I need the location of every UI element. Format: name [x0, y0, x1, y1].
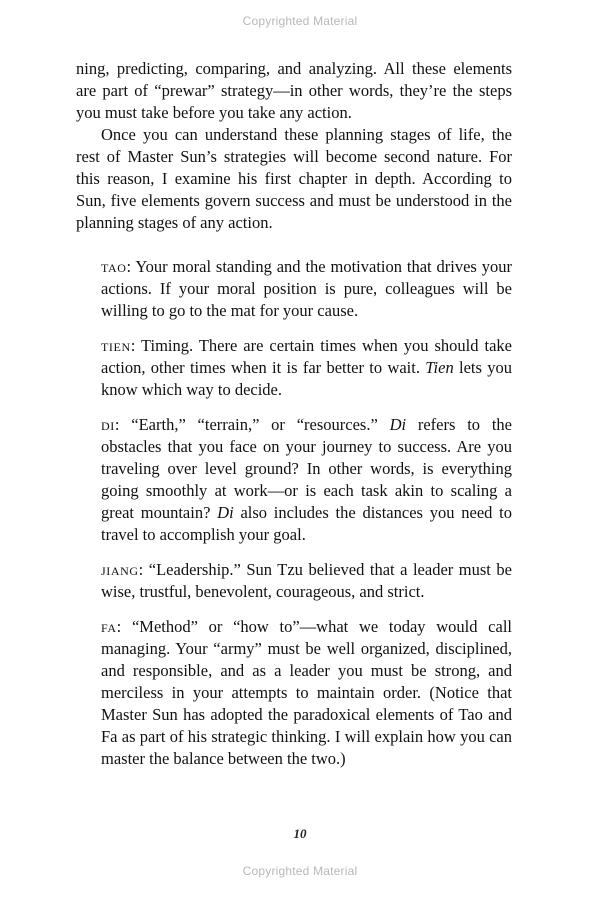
definition-text: refers to the obstacles that you face on your journey to success. Are you traveling over level ground? In other words, is everything going smoothly at work—or is each task akin to scaling a great mountain? — [101, 415, 512, 522]
italic-term: Di — [217, 503, 234, 522]
term-separator: : — [126, 257, 136, 276]
definition-fa — [101, 616, 512, 770]
intro-section — [76, 58, 512, 234]
term-tien: tien — [101, 336, 131, 355]
definition-tien — [101, 335, 512, 401]
page-number: 10 — [293, 826, 307, 841]
definition-text: Your moral standing and the motivation that drives your actions. If your moral position is pure, colleagues will be willing to go to the mat for your cause. — [101, 257, 512, 320]
term-tao: tao — [101, 257, 127, 276]
copyright-watermark-bottom: Copyrighted Material — [242, 864, 358, 878]
definition-jiang — [101, 559, 512, 603]
definition-text: “Leadership.” Sun Tzu believed that a leader must be wise, trustful, benevolent, courageous, and strict. — [101, 560, 512, 601]
intro-paragraph-1: ning, predicting, comparing, and analyzing. All these elements are part of “prewar” strategy—in other words, they’re the steps you must take before you take any action. — [76, 59, 512, 122]
term-separator: : — [138, 560, 149, 579]
term-separator: : — [116, 617, 132, 636]
definition-text: “Method” or “how to”—what we today would call managing. Your “army” must be well organized, disciplined, and responsible, and as a leader you must be strong, and merciless in your attempts to maintain order. (Notice that Master Sun has adopted the paradoxical elements of Tao and Fa as part of his strategic thinking. I will explain how you can master the balance between the two.) — [101, 617, 513, 768]
definition-di — [101, 414, 512, 546]
term-di: di — [101, 415, 115, 434]
definition-text: “Earth,” “terrain,” or “resources.” — [131, 415, 390, 434]
definition-text: also includes the distances you need to travel to accomplish your goal. — [101, 503, 512, 544]
definitions-list — [101, 256, 512, 783]
definition-text: lets you know which way to decide. — [101, 358, 512, 399]
term-separator: : — [130, 336, 142, 355]
copyright-watermark-top: Copyrighted Material — [242, 14, 358, 28]
italic-term: Tien — [425, 358, 454, 377]
italic-term: Di — [389, 415, 407, 434]
definition-tao — [101, 256, 512, 322]
intro-paragraph-2: Once you can understand these planning stages of life, the rest of Master Sun’s strategies will become second nature. For this reason, I examine his first chapter in depth. According to Sun, five elements govern success and must be understood in the planning stages of any action. — [76, 125, 512, 232]
term-jiang: jiang — [101, 560, 139, 579]
term-separator: : — [114, 415, 132, 434]
term-fa: fa — [101, 617, 117, 636]
definition-text: Timing. There are certain times when you should take action, other times when it is far better to wait. — [101, 336, 512, 377]
